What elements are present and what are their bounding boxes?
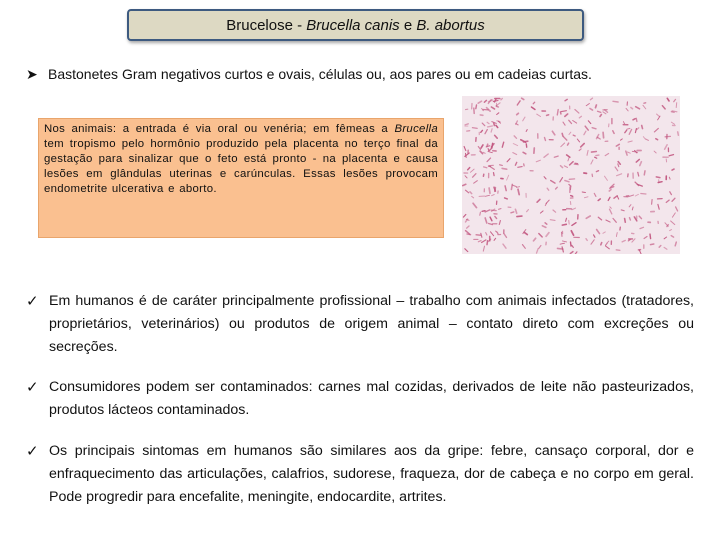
check-item-human-occupational bbox=[26, 290, 694, 359]
bacterial-rod bbox=[524, 141, 528, 142]
bacterial-rod bbox=[631, 108, 633, 109]
bacterial-rod bbox=[582, 192, 585, 193]
bacterial-rod bbox=[651, 244, 654, 245]
check-item-symptoms bbox=[26, 440, 694, 509]
bacterial-rod bbox=[497, 121, 500, 122]
checkmark-icon: ✓ bbox=[26, 379, 39, 396]
bacterial-rod bbox=[505, 198, 508, 199]
bacterial-rod bbox=[476, 235, 480, 236]
check-item-consumers bbox=[26, 376, 694, 422]
bullet-morphology bbox=[26, 66, 706, 83]
bacterial-rod bbox=[650, 234, 651, 239]
bacterial-rod bbox=[518, 167, 522, 168]
bacterial-rod bbox=[482, 211, 485, 212]
bacterial-rod bbox=[472, 128, 477, 129]
bacterial-rod bbox=[676, 103, 677, 108]
bacterial-rod bbox=[487, 144, 488, 146]
infobox-text-2: tem tropismo pelo hormônio produzido pela placenta no terço final da gestação para sinalizar que o feto está pronto - na placenta e causa lesões em glândulas uterinas e carúnculas. Essas lesões provocam endometrite ulcerativa e aborto. bbox=[44, 138, 438, 195]
bacterial-rod bbox=[500, 165, 503, 166]
bacterial-rod bbox=[511, 212, 514, 213]
bacterial-rod bbox=[592, 152, 597, 153]
bacterial-rod bbox=[678, 132, 679, 135]
bacterial-rod bbox=[489, 188, 490, 193]
bacterial-rod bbox=[630, 218, 631, 220]
check-item-text: Consumidores podem ser contaminados: carnes mal cozidas, derivados de leite não pasteurizados, produtos lácteos contaminados. bbox=[49, 379, 694, 418]
bacterial-rod bbox=[562, 224, 566, 225]
bacterial-rod bbox=[557, 110, 558, 115]
infobox-text-1: Nos animais: a entrada é via oral ou venéria; em fêmeas a bbox=[44, 123, 395, 135]
bacterial-rod bbox=[518, 189, 519, 194]
bacterial-rod bbox=[675, 242, 676, 246]
title-mid: e bbox=[399, 16, 417, 34]
bacterial-rod bbox=[487, 241, 488, 245]
bacterial-rod bbox=[625, 219, 626, 223]
bacterial-rod bbox=[609, 190, 611, 191]
title-species-2: B. abortus bbox=[416, 16, 485, 34]
bacterial-rod bbox=[652, 200, 653, 205]
bacterial-rod bbox=[633, 119, 635, 120]
bacterial-rod bbox=[517, 187, 520, 188]
bacterial-rod bbox=[613, 101, 618, 102]
bacterial-rod bbox=[499, 209, 501, 210]
bacterial-rod bbox=[596, 105, 597, 108]
bacterial-rod bbox=[571, 196, 573, 197]
bacterial-rod bbox=[644, 171, 645, 175]
check-item-text: Em humanos é de caráter principalmente profissional – trabalho com animais infectados (tratadores, proprietários, veterinários) ou produtos de origem animal – contato direto com excreções ou secreções. bbox=[49, 293, 694, 355]
bacterial-rod bbox=[492, 143, 493, 147]
bacterial-rod bbox=[621, 210, 624, 211]
bacterial-rod bbox=[596, 171, 598, 172]
bacterial-rod bbox=[511, 184, 512, 189]
bacterial-rod bbox=[672, 169, 674, 170]
bacterial-rod bbox=[494, 173, 495, 176]
bacterial-rod bbox=[560, 112, 561, 114]
bacterial-rod bbox=[494, 123, 495, 125]
bacterial-rod bbox=[517, 216, 522, 217]
animal-transmission-box bbox=[38, 118, 444, 238]
bacterial-rod bbox=[558, 248, 563, 249]
bacterial-rod bbox=[573, 135, 575, 136]
arrow-bullet-icon: ➤ bbox=[26, 66, 38, 82]
bacterial-rod bbox=[505, 186, 506, 191]
bacterial-rod bbox=[636, 118, 637, 121]
bacterial-rod bbox=[641, 194, 646, 195]
bacterial-rod bbox=[488, 126, 493, 127]
bacterial-rod bbox=[517, 113, 519, 114]
bullet-morphology-text: Bastonetes Gram negativos curtos e ovais, células ou, aos pares ou em cadeias curtas. bbox=[48, 66, 592, 82]
checkmark-icon: ✓ bbox=[26, 443, 39, 460]
slide-title bbox=[127, 9, 584, 41]
bacterial-rod bbox=[496, 106, 498, 107]
bacterial-rod bbox=[642, 126, 643, 129]
bacterial-rod bbox=[550, 220, 555, 221]
bacterial-rod bbox=[656, 177, 660, 178]
bacterial-rod bbox=[568, 143, 569, 145]
gram-stain-micrograph-image bbox=[462, 96, 680, 254]
bacterial-rod bbox=[601, 243, 602, 245]
bacterial-rod bbox=[571, 242, 572, 246]
checkmark-icon: ✓ bbox=[26, 293, 39, 310]
title-prefix: Brucelose - bbox=[226, 16, 307, 34]
check-item-text: Os principais sintomas em humanos são similares aos da gripe: febre, cansaço corporal, dor e enfraquecimento das articulações, calafrios, sudorese, fraqueza, dor de cabeça e no corpo em geral. Pode progredir para encefalite, meningite, endocardite, artrites. bbox=[49, 443, 694, 505]
bacterial-rod bbox=[603, 132, 604, 137]
bacterial-rod bbox=[545, 138, 546, 141]
bacterial-rod bbox=[586, 239, 587, 241]
title-species-1: Brucella canis bbox=[306, 16, 400, 34]
bacterial-rod bbox=[596, 155, 599, 156]
infobox-italic-brucella: Brucella bbox=[394, 123, 438, 135]
bacterial-rod bbox=[569, 221, 570, 225]
bacterial-rod bbox=[547, 115, 549, 116]
bacterial-rod bbox=[480, 212, 481, 215]
bacterial-rod bbox=[638, 172, 639, 176]
bacterial-rod bbox=[502, 168, 507, 169]
bacterial-rod bbox=[476, 105, 477, 109]
bacterial-rod bbox=[658, 182, 662, 183]
bacterial-rod bbox=[484, 167, 487, 168]
bacterial-rod bbox=[656, 139, 658, 140]
bacterial-rod bbox=[562, 133, 563, 136]
